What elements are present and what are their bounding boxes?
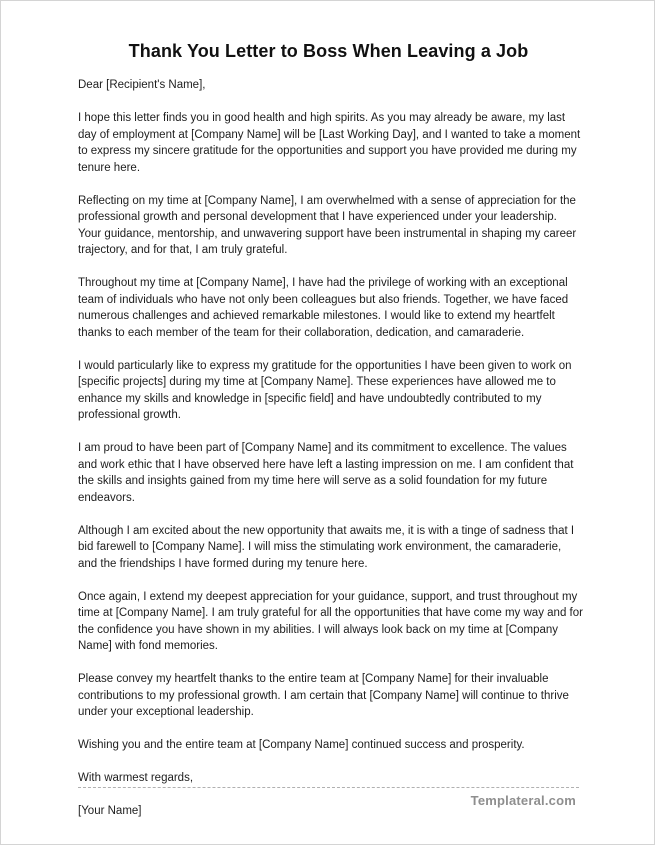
- paragraph-1: I hope this letter finds you in good health and high spirits. As you may already be aware, my last day of employment at [Company Name] will be [Last Working Day], and I wanted to take a moment to express my sincere gratitude for the opportunities and support you have provided me during my tenure here.: [78, 112, 581, 174]
- paragraph-8: Please convey my heartfelt thanks to the entire team at [Company Name] for their invaluable contributions to my professional growth. I am certain that [Company Name] will continue to thrive under your exceptional leadership.: [78, 673, 569, 718]
- signature: [Your Name]: [78, 805, 142, 817]
- letter-body: [78, 77, 583, 820]
- paragraph-4: I would particularly like to express my gratitude for the opportunities I have been given to work on [specific projects] during my time at [Company Name]. These experiences have allowed me to enhance my skills and knowledge in [specific field] and have undoubtedly contributed to my professional growth.: [78, 359, 572, 421]
- salutation: Dear [Recipient's Name],: [78, 79, 206, 91]
- paragraph-3: Throughout my time at [Company Name], I have had the privilege of working with an exceptional team of individuals who have not only been colleagues but also friends. Together, we have faced numerous challenges and achieved remarkable milestones. I would like to extend my heartfelt thanks to each member of the team for their collaboration, dedication, and camaraderie.: [78, 277, 569, 339]
- paragraph-7: Once again, I extend my deepest appreciation for your guidance, support, and trust throughout my time at [Company Name]. I am truly grateful for all the opportunities that have come my way and for the confidence you have shown in my abilities. I will always look back on my time at [Company Name] with fond memories.: [78, 590, 583, 652]
- footer-brand: Templateral.com: [470, 793, 576, 808]
- paragraph-2: Reflecting on my time at [Company Name], I am overwhelmed with a sense of appreciation for the professional growth and personal development that I have experienced under your leadership. Your guidance, mentorship, and unwavering support have been instrumental in shaping my career trajectory, and for that, I am truly grateful.: [78, 194, 577, 256]
- paragraph-9: Wishing you and the entire team at [Company Name] continued success and prosperity.: [78, 739, 525, 751]
- document-title: Thank You Letter to Boss When Leaving a Job: [128, 41, 529, 61]
- paragraph-6: Although I am excited about the new opportunity that awaits me, it is with a tinge of sadness that I bid farewell to [Company Name]. I will miss the stimulating work environment, the camaraderie, and the friendships I have formed during my tenure here.: [78, 524, 575, 570]
- paragraph-5: I am proud to have been part of [Company Name] and its commitment to excellence. The values and work ethic that I have observed here have left a lasting impression on me. I am confident that the skills and insights gained from my time here will serve as a solid foundation for my future endeavors.: [78, 442, 574, 504]
- footer-divider: [78, 787, 579, 788]
- closing: With warmest regards,: [78, 772, 194, 784]
